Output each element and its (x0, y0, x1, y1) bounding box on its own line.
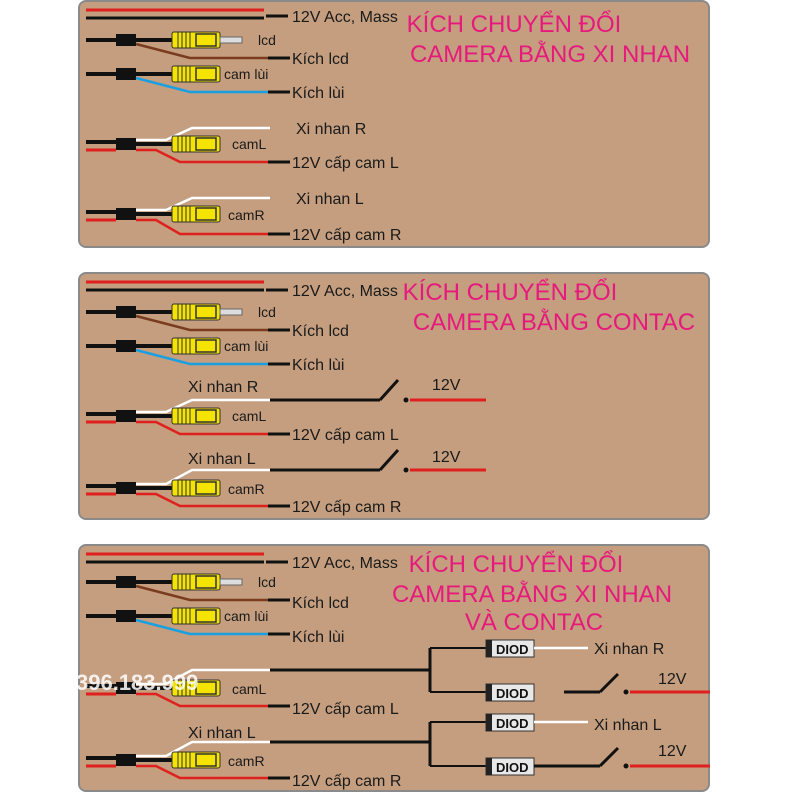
xi-nhan-l-label: Xi nhan L (188, 451, 256, 468)
rca-connector-cam-l (172, 408, 220, 424)
diod-label-1: DIOD (496, 642, 529, 657)
kich-lui-label: Kích lùi (292, 85, 345, 102)
switch-contact-r (404, 398, 409, 403)
panel-xi-nhan (78, 0, 710, 248)
lcd-label: lcd (258, 574, 276, 590)
panel-2-title-line-1: KÍCH CHUYỂN ĐỔI (402, 279, 618, 306)
cap-cam-r-label: 12V cấp cam R (292, 227, 402, 244)
diod-label-3: DIOD (496, 716, 529, 731)
cam-l-label: camL (232, 681, 267, 697)
cam-r-label: camR (228, 753, 265, 769)
kich-lcd-label: Kích lcd (292, 595, 349, 612)
rca-connector-lcd (172, 304, 220, 320)
v12-label-b: 12V (432, 449, 461, 466)
panel-3-title-line-3: VÀ CONTAC (464, 609, 604, 636)
rca-connector-cam-l (172, 680, 220, 696)
switch-contact-l (404, 468, 409, 473)
cam-lui-label: cam lùi (224, 608, 269, 624)
acc-mass-label: 12V Acc, Mass (292, 555, 398, 572)
rca-connector-cam-l (172, 136, 220, 152)
acc-mass-label: 12V Acc, Mass (292, 9, 398, 26)
v12-label-b: 12V (658, 743, 687, 760)
kich-lcd-label: Kích lcd (292, 323, 349, 340)
rca-connector-cam-r (172, 206, 220, 222)
lcd-label: lcd (258, 304, 276, 320)
wiring-diagram-1 (80, 2, 712, 250)
panel-3-title-line-2: CAMERA BẰNG XI NHAN (391, 581, 673, 608)
kich-lui-label: Kích lùi (292, 629, 345, 646)
rca-connector-cam-lui (172, 66, 220, 82)
v12-label-a: 12V (432, 377, 461, 394)
v12-label-a: 12V (658, 671, 687, 688)
cam-l-label: camL (232, 136, 267, 152)
rca-connector-cam-lui (172, 338, 220, 354)
cap-cam-r-label: 12V cấp cam R (292, 499, 402, 516)
rca-connector-lcd (172, 574, 220, 590)
cam-l-label: camL (232, 408, 267, 424)
wiring-diagram-2 (80, 274, 712, 522)
xi-nhan-l-right-label: Xi nhan L (594, 717, 662, 734)
wiring-diagram-3 (80, 546, 712, 794)
xi-nhan-l-label: Xi nhan L (296, 191, 364, 208)
xi-nhan-r-label: Xi nhan R (594, 641, 665, 658)
acc-mass-label: 12V Acc, Mass (292, 283, 398, 300)
cap-cam-l-label: 12V cấp cam L (292, 155, 399, 172)
watermark-line-1: LINE: (0, 636, 58, 661)
cam-lui-label: cam lùi (224, 66, 269, 82)
xi-nhan-l-left-label: Xi nhan L (188, 725, 256, 742)
rca-connector-cam-lui (172, 608, 220, 624)
panel-1-title-line-1: KÍCH CHUYỂN ĐỔI (406, 11, 622, 38)
rca-connector-cam-r (172, 752, 220, 768)
cam-lui-label: cam lùi (224, 338, 269, 354)
rca-connector-lcd (172, 32, 220, 48)
xi-nhan-r-label: Xi nhan R (296, 121, 367, 138)
kich-lui-label: Kích lùi (292, 357, 345, 374)
kich-lcd-label: Kích lcd (292, 51, 349, 68)
cam-r-label: camR (228, 207, 265, 223)
panel-3-title-line-1: KÍCH CHUYỂN ĐỔI (408, 551, 624, 578)
diod-label-4: DIOD (496, 760, 529, 775)
panel-xi-nhan-contac (78, 544, 710, 792)
cam-r-label: camR (228, 481, 265, 497)
diod-label-2: DIOD (496, 686, 529, 701)
xi-nhan-r-label: Xi nhan R (188, 379, 259, 396)
cap-cam-l-label: 12V cấp cam L (292, 427, 399, 444)
cap-cam-r-label: 12V cấp cam R (292, 773, 402, 790)
rca-connector-cam-r (172, 480, 220, 496)
panel-contac (78, 272, 710, 520)
panel-2-title-line-2: CAMERA BẰNG CONTAC (412, 309, 696, 336)
panel-1-title-line-2: CAMERA BẰNG XI NHAN (409, 41, 691, 68)
cap-cam-l-label: 12V cấp cam L (292, 701, 399, 718)
lcd-label: lcd (258, 32, 276, 48)
watermark-line-2: 396.183.999 (76, 670, 199, 695)
